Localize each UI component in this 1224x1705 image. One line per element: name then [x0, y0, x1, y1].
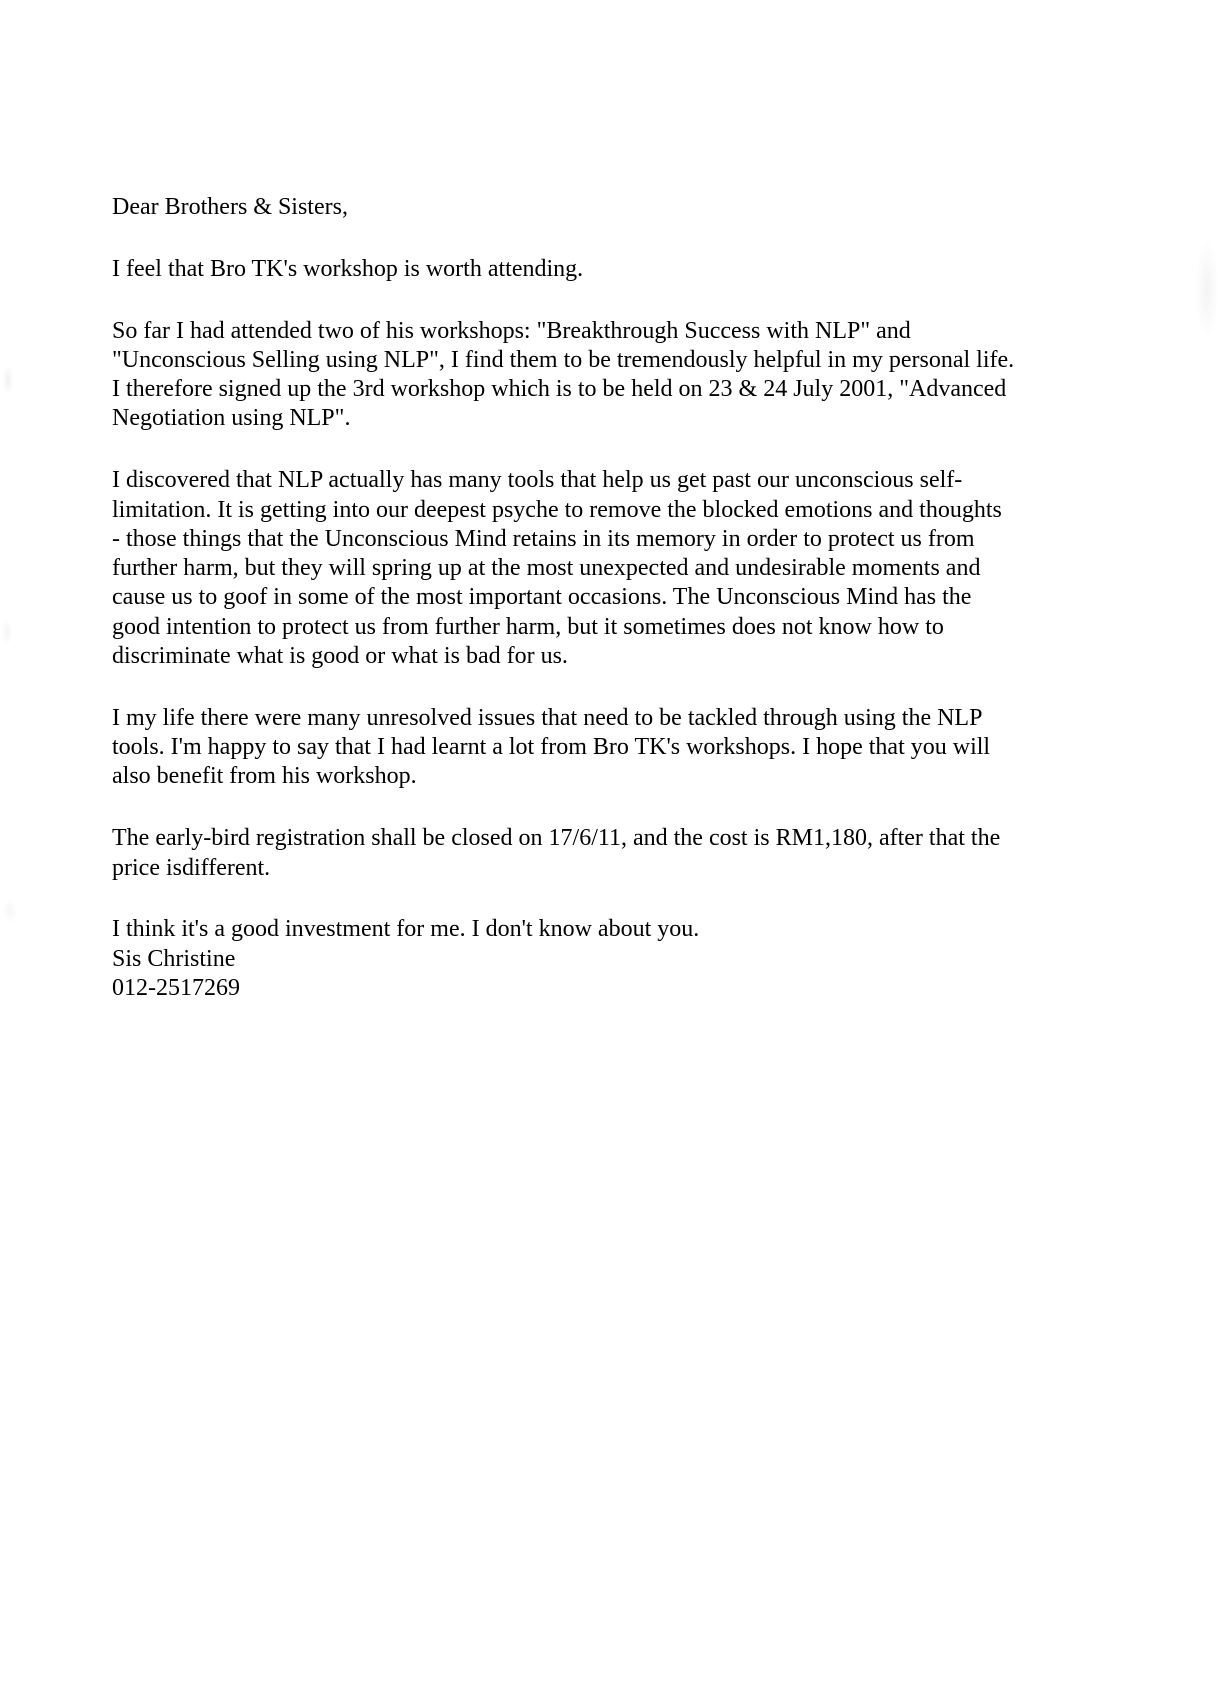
- text-line: price isdifferent.: [112, 854, 271, 881]
- text-line: further harm, but they will spring up at the most unexpected and undesirable moments and: [112, 555, 981, 582]
- signature-name: Sis Christine: [112, 945, 236, 972]
- text-line: cause us to goof in some of the most important occasions. The Unconscious Mind has the: [112, 584, 972, 611]
- salutation: Dear Brothers & Sisters,: [112, 194, 348, 220]
- scan-artifact: [0, 893, 20, 929]
- text-line: Negotiation using NLP".: [112, 405, 351, 432]
- signature-block: [112, 945, 1172, 1004]
- paragraph-3: [112, 466, 1172, 671]
- text-line: discriminate what is good or what is bad for us.: [112, 643, 568, 670]
- text-line: I my life there were many unresolved issues that need to be tackled through using the NLP: [112, 704, 983, 731]
- letter-paragraphs: [112, 255, 1172, 945]
- signature-phone: 012-2517269: [112, 974, 240, 1001]
- text-line: I feel that Bro TK's workshop is worth attending.: [112, 255, 584, 282]
- letter-body: [112, 193, 1172, 1003]
- text-line: I think it's a good investment for me. I don't know about you.: [112, 916, 700, 943]
- paragraph-1: [112, 255, 1172, 284]
- text-line: The early-bird registration shall be closed on 17/6/11, and the cost is RM1,180, after that the: [112, 825, 1001, 852]
- text-line: tools. I'm happy to say that I had learnt a lot from Bro TK's workshops. I hope that you will: [112, 734, 991, 761]
- text-line: - those things that the Unconscious Mind retains in its memory in order to protect us from: [112, 525, 975, 552]
- paragraph-2: [112, 317, 1172, 434]
- text-line: So far I had attended two of his workshops: "Breakthrough Success with NLP" and: [112, 317, 911, 344]
- text-line: limitation. It is getting into our deepest psyche to remove the blocked emotions and thoughts: [112, 496, 1002, 523]
- scan-artifact: [0, 358, 16, 402]
- text-line: good intention to protect us from further harm, but it sometimes does not know how to: [112, 613, 944, 640]
- text-line: also benefit from his workshop.: [112, 763, 417, 790]
- text-line: I therefore signed up the 3rd workshop which is to be held on 23 & 24 July 2001, "Advanced: [112, 376, 1007, 403]
- paragraph-5: [112, 824, 1172, 883]
- scan-artifact: [1190, 215, 1224, 365]
- text-line: "Unconscious Selling using NLP", I find them to be tremendously helpful in my personal life.: [112, 346, 1015, 373]
- text-line: I discovered that NLP actually has many tools that help us get past our unconscious self-: [112, 467, 963, 494]
- scan-artifact: [0, 612, 14, 652]
- paragraph-6: [112, 915, 1172, 944]
- paragraph-4: [112, 704, 1172, 792]
